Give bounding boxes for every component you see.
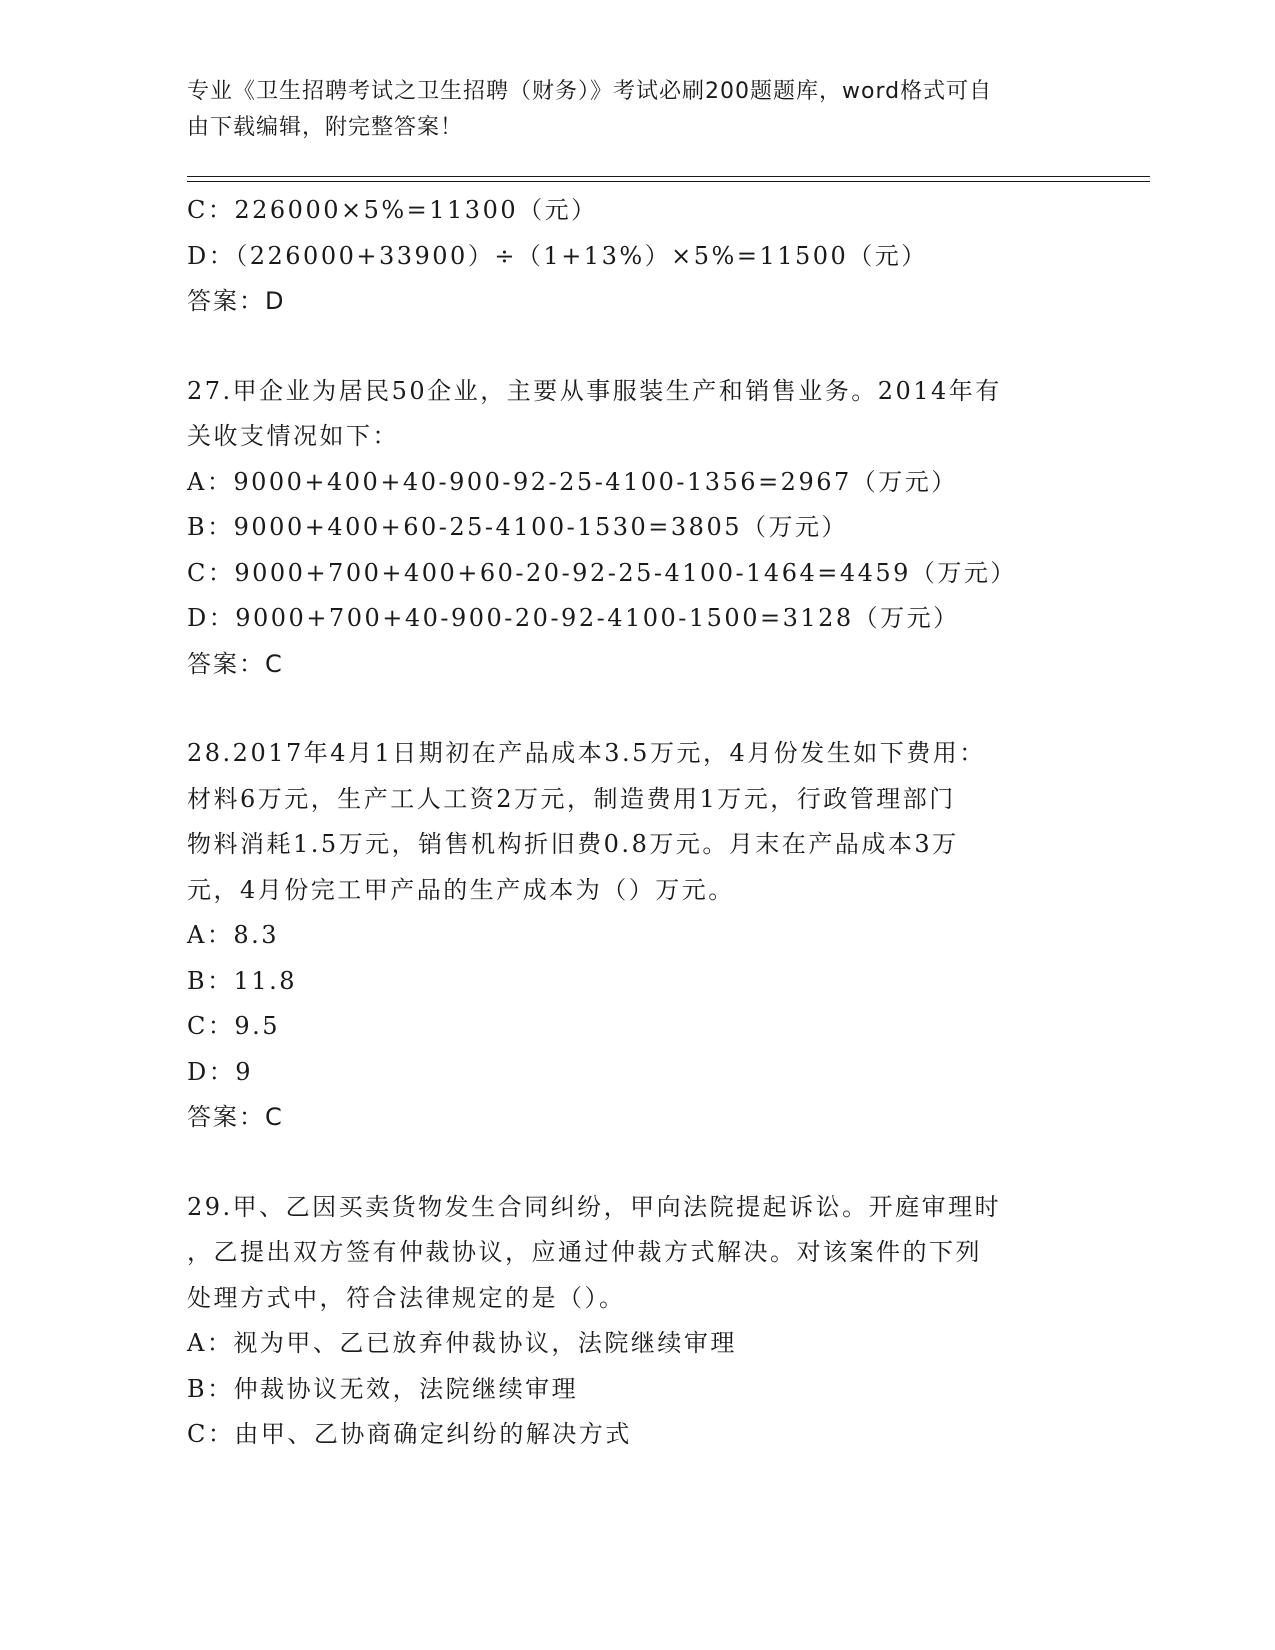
question-block (187, 369, 1067, 688)
block-spacer (187, 687, 1067, 731)
option-line: D：9000+700+40-900-20-92-4100-1500=3128（万元） (187, 604, 960, 632)
question-text: 29.甲、乙因买卖货物发生合同纠纷，甲向法院提起诉讼。开庭审理时 (187, 1192, 1002, 1221)
document-header (187, 74, 1067, 146)
option-line: D：（226000+33900）÷（1+13%）×5%=11500（元） (187, 241, 928, 270)
header-divider (187, 176, 1150, 177)
question-text: ，乙提出双方签有仲裁协议，应通过仲裁方式解决。对该案件的下列 (187, 1238, 982, 1266)
question-text: 28.2017年4月1日期初在产品成本3.5万元，4月份发生如下费用： (187, 739, 986, 767)
option-line: C：226000×5%=11300（元） (187, 196, 598, 224)
question-block (187, 731, 1067, 1141)
option-line: B：仲裁协议无效，法院继续审理 (187, 1374, 579, 1403)
answer-line: 答案：C (187, 1103, 284, 1131)
question-text: 处理方式中，符合法律规定的是（）。 (187, 1283, 626, 1312)
question-text: 物料消耗1.5万元，销售机构折旧费0.8万元。月末在产品成本3万 (187, 830, 959, 858)
question-block (187, 188, 1067, 325)
header-divider (187, 181, 1150, 182)
question-text: 关收支情况如下： (187, 422, 399, 450)
option-line: A：9000+400+40-900-92-25-4100-1356=2967（万元） (187, 467, 958, 496)
option-line: B：11.8 (187, 966, 298, 995)
header-line: 由下载编辑，附完整答案！ (187, 115, 464, 140)
header-line: 专业《卫生招聘考试之卫生招聘（财务）》考试必刷200题题库，word格式可自 (187, 79, 993, 104)
document-body (187, 188, 1067, 1458)
option-line: A：8.3 (187, 921, 279, 949)
question-text: 材料6万元，生产工人工资2万元，制造费用1万元，行政管理部门 (187, 784, 956, 813)
question-text: 27.甲企业为居民50企业，主要从事服装生产和销售业务。2014年有 (187, 376, 1002, 405)
answer-line: 答案：C (187, 649, 284, 678)
block-spacer (187, 325, 1067, 369)
question-text: 元，4月份完工甲产品的生产成本为（）万元。 (187, 875, 735, 904)
option-line: C：9.5 (187, 1012, 281, 1040)
option-line: D：9 (187, 1057, 254, 1086)
block-spacer (187, 1141, 1067, 1185)
option-line: C：由甲、乙协商确定纠纷的解决方式 (187, 1420, 632, 1448)
option-line: B：9000+400+60-25-4100-1530=3805（万元） (187, 513, 848, 541)
option-line: A：视为甲、乙已放弃仲裁协议，法院继续审理 (187, 1329, 737, 1357)
option-line: C：9000+700+400+60-20-92-25-4100-1464=4459（万元） (187, 558, 1017, 587)
answer-line: 答案：D (187, 287, 286, 315)
question-block (187, 1185, 1067, 1458)
